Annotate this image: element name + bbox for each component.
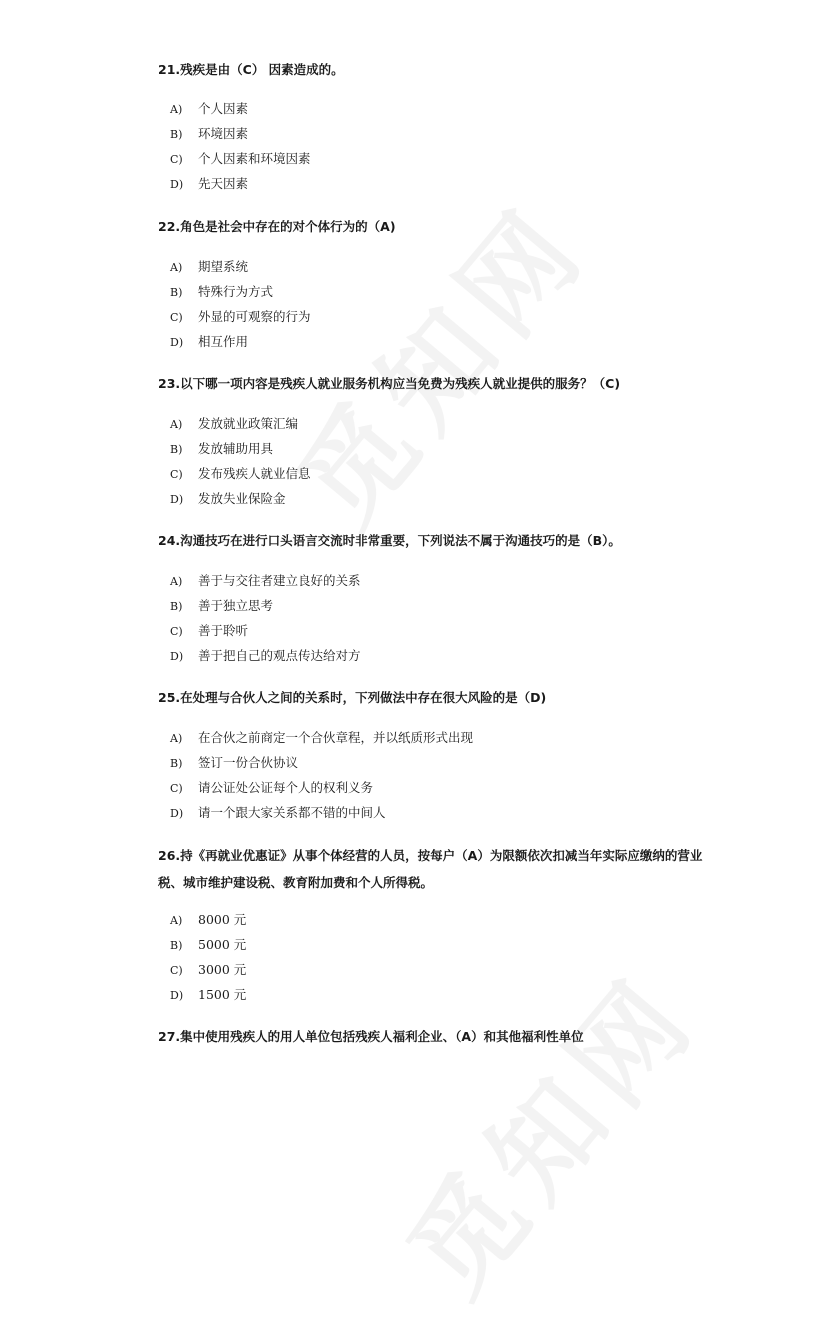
option-22-c: C) 外显的可观察的行为: [170, 309, 311, 324]
option-23-a: A) 发放就业政策汇编: [170, 416, 299, 431]
option-21-c: C) 个人因素和环境因素: [170, 151, 311, 166]
question-24: 24.沟通技巧在进行口头语言交流时非常重要，下列说法不属于沟通技巧的是（B）。: [158, 533, 621, 548]
option-23-d: D) 发放失业保险金: [170, 491, 286, 506]
option-21-b: B) 环境因素: [170, 126, 249, 141]
option-25-b: B) 签订一份合伙协议: [170, 755, 299, 770]
option-25-c: C) 请公证处公证每个人的权利义务: [170, 780, 374, 795]
option-22-a: A) 期望系统: [170, 259, 249, 274]
question-25: 25.在处理与合伙人之间的关系时，下列做法中存在很大风险的是（D): [158, 690, 547, 705]
option-26-c: C) 3000 元: [170, 962, 247, 977]
option-26-b: B) 5000 元: [170, 937, 247, 952]
option-24-d: D) 善于把自己的观点传达给对方: [170, 648, 361, 663]
option-25-d: D) 请一个跟大家关系都不错的中间人: [170, 805, 386, 820]
option-22-d: D) 相互作用: [170, 334, 249, 349]
option-21-d: D) 先天因素: [170, 176, 249, 191]
option-23-b: B) 发放辅助用具: [170, 441, 274, 456]
option-24-b: B) 善于独立思考: [170, 598, 274, 613]
question-21: 21.残疾是由（C） 因素造成的。: [158, 62, 344, 77]
question-23: 23.以下哪一项内容是残疾人就业服务机构应当免费为残疾人就业提供的服务？（C): [158, 376, 621, 391]
option-24-c: C) 善于聆听: [170, 623, 249, 638]
watermark: [366, 936, 726, 1322]
option-24-a: A) 善于与交往者建立良好的关系: [170, 573, 361, 588]
option-26-d: D) 1500 元: [170, 987, 247, 1002]
option-22-b: B) 特殊行为方式: [170, 284, 274, 299]
option-21-a: A) 个人因素: [170, 101, 249, 116]
option-25-a: A) 在合伙之前商定一个合伙章程，并以纸质形式出现: [170, 730, 474, 745]
option-26-a: A) 8000 元: [170, 912, 247, 927]
question-26: 26.持《再就业优惠证》从事个体经营的人员，按每户（A）为限额依次扣减当年实际应缴纳的营业税、城市维护建设税、教育附加费和个人所得税。: [158, 848, 703, 890]
question-27: 27.集中使用残疾人的用人单位包括残疾人福利企业、（A）和其他福利性单位: [158, 1029, 584, 1044]
option-23-c: C) 发布残疾人就业信息: [170, 466, 311, 481]
question-22: 22.角色是社会中存在的对个体行为的（A): [158, 219, 396, 234]
